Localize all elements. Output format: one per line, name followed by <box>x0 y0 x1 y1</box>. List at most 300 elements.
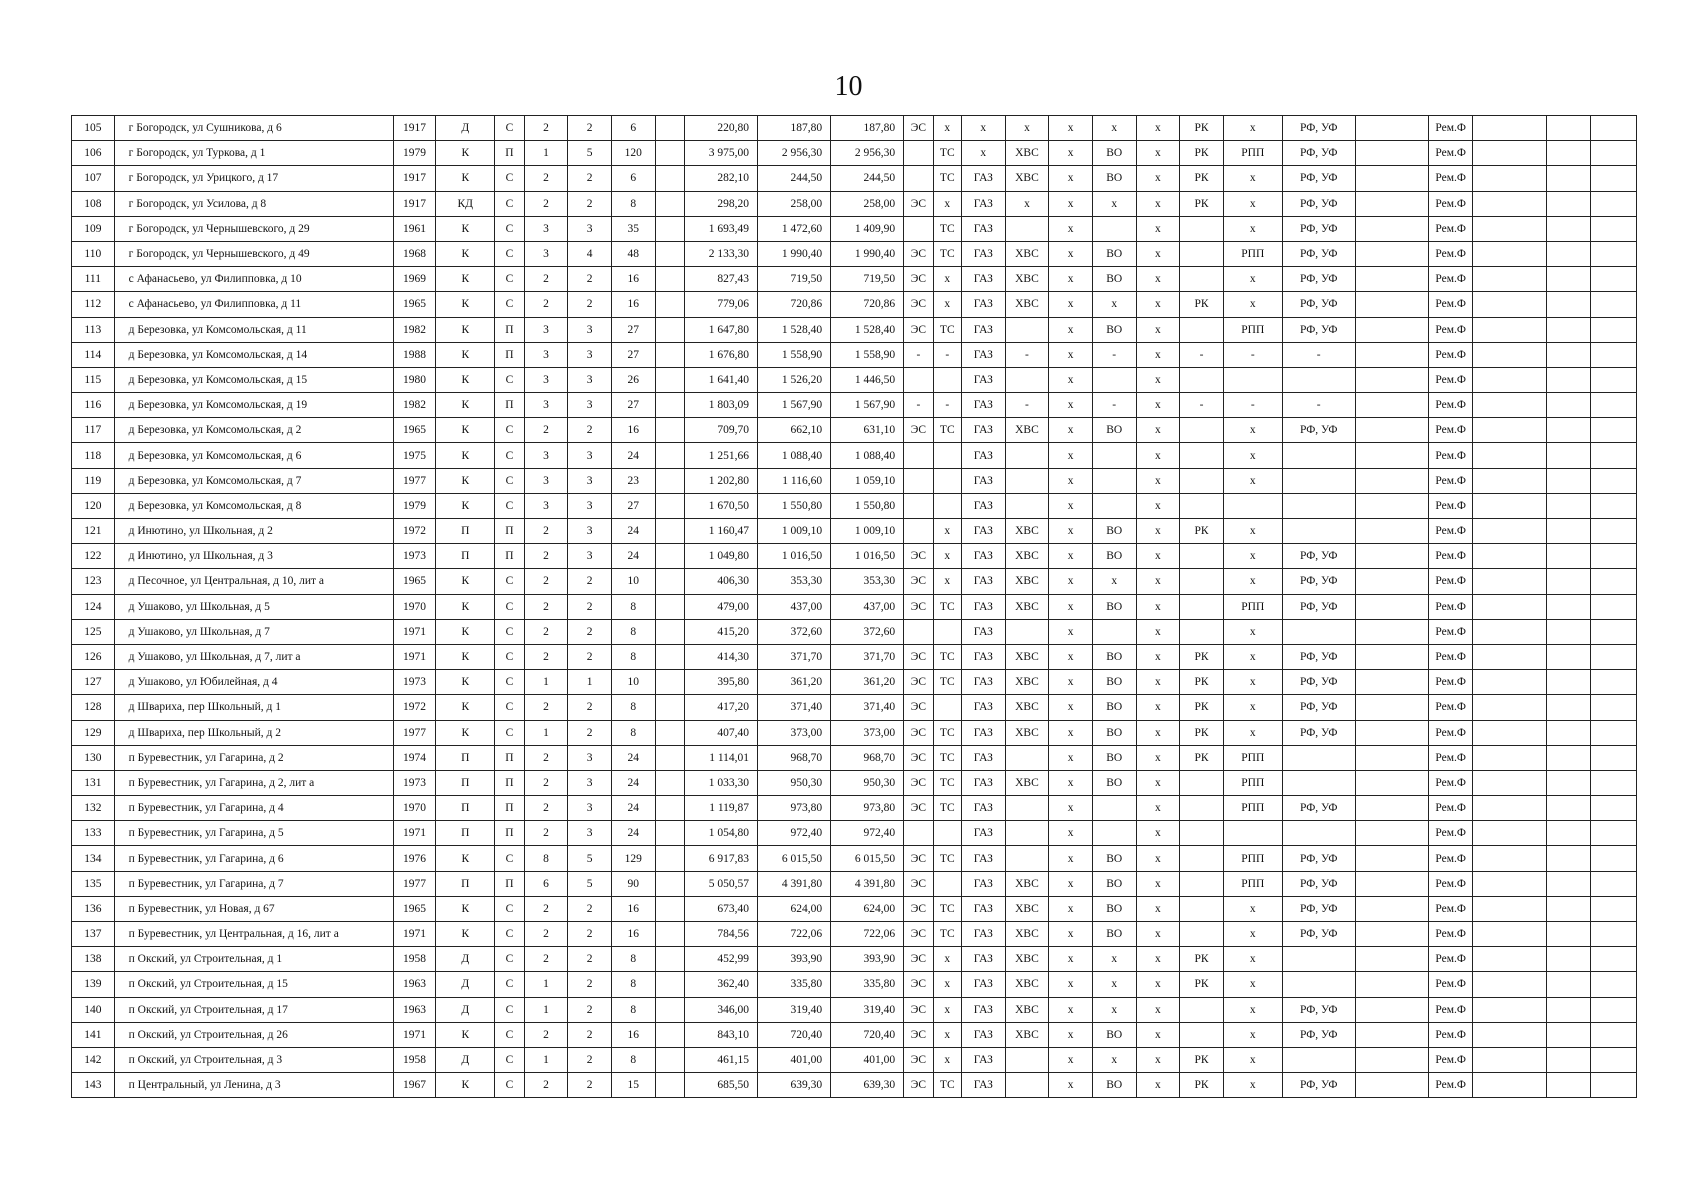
cell-power-supply: ЭС <box>904 796 933 821</box>
cell-cold-water <box>1005 745 1049 770</box>
cell-wall-material: К <box>436 418 495 443</box>
cell-repair-plan: РПП <box>1223 317 1282 342</box>
cell-blank-2 <box>1355 544 1428 569</box>
cell-repair-category <box>1180 871 1224 896</box>
cell-total-area: 673,40 <box>684 896 757 921</box>
cell-cold-water: ХВС <box>1005 594 1049 619</box>
cell-blank-1 <box>655 191 684 216</box>
cell-blank-3 <box>1473 317 1546 342</box>
cell-sewerage: х <box>1092 116 1136 141</box>
cell-blank-4 <box>1546 116 1591 141</box>
cell-gas: ГАЗ <box>961 997 1005 1022</box>
cell-sewerage: ВО <box>1092 519 1136 544</box>
cell-entrances: 2 <box>568 116 612 141</box>
cell-blank-2 <box>1355 443 1428 468</box>
cell-ventilation: х <box>1136 644 1180 669</box>
cell-year-built: 1968 <box>393 241 436 266</box>
cell-address: п Буревестник, ул Центральная, д 16, лит а <box>114 922 393 947</box>
cell-cold-water: ХВС <box>1005 896 1049 921</box>
cell-apartments: 120 <box>611 141 655 166</box>
cell-construction-type: П <box>495 745 524 770</box>
cell-address: п Окский, ул Строительная, д 1 <box>114 947 393 972</box>
cell-blank-2 <box>1355 216 1428 241</box>
cell-repair-plan: х <box>1223 116 1282 141</box>
cell-sewerage <box>1092 367 1136 392</box>
cell-wall-material: П <box>436 745 495 770</box>
cell-gas: х <box>961 116 1005 141</box>
cell-hot-water: х <box>1049 342 1093 367</box>
cell-row-number: 136 <box>72 896 115 921</box>
cell-entrances: 3 <box>568 821 612 846</box>
cell-total-area: 5 050,57 <box>684 871 757 896</box>
cell-blank-3 <box>1473 166 1546 191</box>
cell-construction-type: П <box>495 342 524 367</box>
cell-cold-water: ХВС <box>1005 418 1049 443</box>
cell-residential-area: 973,80 <box>758 796 831 821</box>
table-row <box>72 468 1637 493</box>
cell-wall-material: К <box>436 569 495 594</box>
cell-total-area: 1 251,66 <box>684 443 757 468</box>
cell-sewerage: ВО <box>1092 1022 1136 1047</box>
cell-private-area: 393,90 <box>831 947 904 972</box>
cell-fund-type: РФ, УФ <box>1282 317 1355 342</box>
cell-cold-water <box>1005 468 1049 493</box>
cell-fund-type: РФ, УФ <box>1282 594 1355 619</box>
cell-year-built: 1976 <box>393 846 436 871</box>
cell-blank-4 <box>1546 1047 1591 1072</box>
cell-blank-1 <box>655 544 684 569</box>
cell-blank-1 <box>655 695 684 720</box>
cell-year-built: 1958 <box>393 1047 436 1072</box>
cell-blank-3 <box>1473 191 1546 216</box>
cell-cold-water <box>1005 821 1049 846</box>
cell-blank-5 <box>1591 317 1637 342</box>
cell-apartments: 27 <box>611 317 655 342</box>
cell-gas: ГАЗ <box>961 241 1005 266</box>
cell-blank-2 <box>1355 317 1428 342</box>
cell-row-number: 129 <box>72 720 115 745</box>
cell-residential-area: 1 472,60 <box>758 216 831 241</box>
cell-floors: 3 <box>524 468 568 493</box>
cell-entrances: 5 <box>568 141 612 166</box>
cell-apartments: 8 <box>611 997 655 1022</box>
cell-private-area: 1 009,10 <box>831 519 904 544</box>
cell-repair-plan: РПП <box>1223 141 1282 166</box>
cell-blank-2 <box>1355 871 1428 896</box>
cell-apartments: 16 <box>611 292 655 317</box>
cell-fund-type: РФ, УФ <box>1282 191 1355 216</box>
cell-repair-category: РК <box>1180 1073 1224 1098</box>
cell-heating <box>933 871 961 896</box>
cell-apartments: 24 <box>611 796 655 821</box>
cell-row-number: 113 <box>72 317 115 342</box>
cell-blank-4 <box>1546 1073 1591 1098</box>
cell-cold-water <box>1005 1073 1049 1098</box>
cell-gas: ГАЗ <box>961 519 1005 544</box>
cell-gas: ГАЗ <box>961 1022 1005 1047</box>
cell-blank-2 <box>1355 493 1428 518</box>
cell-power-supply: ЭС <box>904 770 933 795</box>
cell-fund-note: Рем.Ф <box>1428 367 1473 392</box>
cell-repair-category <box>1180 569 1224 594</box>
cell-fund-type: РФ, УФ <box>1282 569 1355 594</box>
cell-repair-category: РК <box>1180 695 1224 720</box>
cell-fund-type <box>1282 619 1355 644</box>
cell-fund-note: Рем.Ф <box>1428 670 1473 695</box>
cell-repair-plan: х <box>1223 292 1282 317</box>
cell-heating: ТС <box>933 241 961 266</box>
cell-residential-area: 720,40 <box>758 1022 831 1047</box>
cell-total-area: 784,56 <box>684 922 757 947</box>
cell-residential-area: 319,40 <box>758 997 831 1022</box>
cell-blank-3 <box>1473 619 1546 644</box>
cell-repair-plan: х <box>1223 191 1282 216</box>
cell-sewerage: х <box>1092 972 1136 997</box>
cell-repair-plan: РПП <box>1223 871 1282 896</box>
cell-blank-3 <box>1473 1022 1546 1047</box>
cell-fund-note: Рем.Ф <box>1428 720 1473 745</box>
cell-ventilation: х <box>1136 393 1180 418</box>
cell-power-supply: ЭС <box>904 544 933 569</box>
cell-sewerage: ВО <box>1092 141 1136 166</box>
cell-repair-category: РК <box>1180 141 1224 166</box>
cell-blank-4 <box>1546 216 1591 241</box>
cell-year-built: 1965 <box>393 569 436 594</box>
cell-sewerage: ВО <box>1092 770 1136 795</box>
cell-repair-plan: х <box>1223 166 1282 191</box>
cell-power-supply: ЭС <box>904 922 933 947</box>
cell-sewerage: ВО <box>1092 241 1136 266</box>
cell-construction-type: С <box>495 166 524 191</box>
cell-row-number: 140 <box>72 997 115 1022</box>
cell-cold-water: - <box>1005 393 1049 418</box>
cell-row-number: 127 <box>72 670 115 695</box>
cell-construction-type: С <box>495 695 524 720</box>
cell-heating: х <box>933 972 961 997</box>
cell-floors: 2 <box>524 896 568 921</box>
cell-repair-plan <box>1223 367 1282 392</box>
cell-entrances: 2 <box>568 418 612 443</box>
cell-address: г Богородск, ул Туркова, д 1 <box>114 141 393 166</box>
cell-private-area: 1 558,90 <box>831 342 904 367</box>
cell-power-supply: ЭС <box>904 116 933 141</box>
cell-floors: 1 <box>524 997 568 1022</box>
cell-blank-4 <box>1546 796 1591 821</box>
cell-fund-type: - <box>1282 393 1355 418</box>
cell-cold-water: ХВС <box>1005 972 1049 997</box>
cell-blank-1 <box>655 493 684 518</box>
cell-blank-3 <box>1473 594 1546 619</box>
cell-ventilation: х <box>1136 846 1180 871</box>
cell-gas: ГАЗ <box>961 670 1005 695</box>
cell-construction-type: С <box>495 267 524 292</box>
cell-blank-2 <box>1355 116 1428 141</box>
cell-repair-plan: х <box>1223 216 1282 241</box>
cell-heating: х <box>933 544 961 569</box>
cell-power-supply <box>904 821 933 846</box>
cell-ventilation: х <box>1136 166 1180 191</box>
cell-heating: ТС <box>933 670 961 695</box>
cell-year-built: 1917 <box>393 191 436 216</box>
cell-year-built: 1970 <box>393 796 436 821</box>
cell-sewerage: х <box>1092 947 1136 972</box>
cell-hot-water: х <box>1049 116 1093 141</box>
cell-blank-2 <box>1355 519 1428 544</box>
cell-blank-4 <box>1546 871 1591 896</box>
cell-residential-area: 1 528,40 <box>758 317 831 342</box>
cell-repair-category: РК <box>1180 116 1224 141</box>
cell-blank-5 <box>1591 519 1637 544</box>
table-row <box>72 317 1637 342</box>
cell-fund-type <box>1282 367 1355 392</box>
cell-construction-type: П <box>495 821 524 846</box>
cell-address: п Буревестник, ул Гагарина, д 2, лит а <box>114 770 393 795</box>
cell-blank-2 <box>1355 367 1428 392</box>
cell-blank-5 <box>1591 1073 1637 1098</box>
cell-ventilation: х <box>1136 292 1180 317</box>
cell-blank-2 <box>1355 846 1428 871</box>
cell-cold-water: ХВС <box>1005 166 1049 191</box>
cell-repair-plan: х <box>1223 468 1282 493</box>
cell-blank-5 <box>1591 947 1637 972</box>
cell-ventilation: х <box>1136 770 1180 795</box>
cell-private-area: 950,30 <box>831 770 904 795</box>
cell-blank-5 <box>1591 821 1637 846</box>
cell-hot-water: х <box>1049 720 1093 745</box>
cell-wall-material: К <box>436 922 495 947</box>
cell-private-area: 1 446,50 <box>831 367 904 392</box>
cell-fund-note: Рем.Ф <box>1428 947 1473 972</box>
cell-residential-area: 950,30 <box>758 770 831 795</box>
cell-heating: х <box>933 191 961 216</box>
cell-construction-type: П <box>495 393 524 418</box>
cell-power-supply: ЭС <box>904 644 933 669</box>
cell-residential-area: 393,90 <box>758 947 831 972</box>
cell-repair-plan: РПП <box>1223 594 1282 619</box>
cell-construction-type: С <box>495 720 524 745</box>
cell-floors: 2 <box>524 544 568 569</box>
cell-total-area: 827,43 <box>684 267 757 292</box>
cell-blank-2 <box>1355 594 1428 619</box>
cell-ventilation: х <box>1136 896 1180 921</box>
cell-fund-note: Рем.Ф <box>1428 896 1473 921</box>
table-row <box>72 770 1637 795</box>
cell-blank-4 <box>1546 519 1591 544</box>
cell-wall-material: П <box>436 796 495 821</box>
cell-fund-note: Рем.Ф <box>1428 1047 1473 1072</box>
cell-blank-4 <box>1546 922 1591 947</box>
cell-gas: ГАЗ <box>961 947 1005 972</box>
cell-fund-type: РФ, УФ <box>1282 670 1355 695</box>
cell-blank-1 <box>655 947 684 972</box>
cell-repair-plan: РПП <box>1223 846 1282 871</box>
cell-total-area: 1 803,09 <box>684 393 757 418</box>
cell-construction-type: С <box>495 997 524 1022</box>
cell-repair-plan: х <box>1223 896 1282 921</box>
cell-blank-4 <box>1546 1022 1591 1047</box>
cell-address: д Березовка, ул Комсомольская, д 19 <box>114 393 393 418</box>
cell-total-area: 414,30 <box>684 644 757 669</box>
cell-blank-2 <box>1355 997 1428 1022</box>
cell-blank-1 <box>655 871 684 896</box>
cell-blank-4 <box>1546 594 1591 619</box>
cell-total-area: 479,00 <box>684 594 757 619</box>
cell-entrances: 2 <box>568 1073 612 1098</box>
cell-blank-4 <box>1546 393 1591 418</box>
cell-power-supply: ЭС <box>904 241 933 266</box>
cell-power-supply: - <box>904 342 933 367</box>
cell-blank-5 <box>1591 116 1637 141</box>
cell-repair-category: РК <box>1180 166 1224 191</box>
table-row <box>72 569 1637 594</box>
cell-total-area: 1 160,47 <box>684 519 757 544</box>
cell-sewerage: ВО <box>1092 166 1136 191</box>
cell-blank-2 <box>1355 644 1428 669</box>
cell-cold-water: ХВС <box>1005 871 1049 896</box>
cell-blank-2 <box>1355 619 1428 644</box>
cell-apartments: 27 <box>611 393 655 418</box>
cell-row-number: 105 <box>72 116 115 141</box>
cell-entrances: 2 <box>568 619 612 644</box>
cell-apartments: 8 <box>611 191 655 216</box>
cell-fund-type: РФ, УФ <box>1282 116 1355 141</box>
cell-heating: х <box>933 519 961 544</box>
cell-fund-note: Рем.Ф <box>1428 770 1473 795</box>
cell-cold-water: ХВС <box>1005 519 1049 544</box>
cell-heating: ТС <box>933 720 961 745</box>
cell-power-supply: ЭС <box>904 720 933 745</box>
cell-heating: ТС <box>933 216 961 241</box>
cell-power-supply: ЭС <box>904 670 933 695</box>
cell-fund-note: Рем.Ф <box>1428 342 1473 367</box>
cell-power-supply: ЭС <box>904 997 933 1022</box>
cell-blank-3 <box>1473 871 1546 896</box>
table-row <box>72 745 1637 770</box>
cell-residential-area: 373,00 <box>758 720 831 745</box>
cell-fund-type: РФ, УФ <box>1282 1022 1355 1047</box>
cell-construction-type: С <box>495 619 524 644</box>
cell-address: г Богородск, ул Урицкого, д 17 <box>114 166 393 191</box>
cell-repair-plan: х <box>1223 947 1282 972</box>
cell-fund-note: Рем.Ф <box>1428 644 1473 669</box>
cell-heating: ТС <box>933 594 961 619</box>
cell-hot-water: х <box>1049 216 1093 241</box>
cell-blank-1 <box>655 1022 684 1047</box>
cell-row-number: 109 <box>72 216 115 241</box>
cell-construction-type: С <box>495 896 524 921</box>
cell-floors: 2 <box>524 267 568 292</box>
cell-blank-2 <box>1355 191 1428 216</box>
cell-hot-water: х <box>1049 896 1093 921</box>
cell-blank-2 <box>1355 1047 1428 1072</box>
cell-floors: 1 <box>524 670 568 695</box>
cell-power-supply: ЭС <box>904 695 933 720</box>
cell-gas: ГАЗ <box>961 896 1005 921</box>
table-row <box>72 947 1637 972</box>
cell-address: п Окский, ул Строительная, д 26 <box>114 1022 393 1047</box>
cell-total-area: 1 202,80 <box>684 468 757 493</box>
cell-blank-4 <box>1546 493 1591 518</box>
cell-fund-note: Рем.Ф <box>1428 619 1473 644</box>
cell-heating: ТС <box>933 317 961 342</box>
cell-ventilation: х <box>1136 619 1180 644</box>
cell-sewerage: ВО <box>1092 644 1136 669</box>
cell-wall-material: Д <box>436 116 495 141</box>
cell-private-area: 244,50 <box>831 166 904 191</box>
cell-blank-5 <box>1591 896 1637 921</box>
cell-row-number: 119 <box>72 468 115 493</box>
cell-entrances: 2 <box>568 267 612 292</box>
cell-entrances: 1 <box>568 670 612 695</box>
cell-apartments: 24 <box>611 519 655 544</box>
cell-residential-area: 1 990,40 <box>758 241 831 266</box>
cell-entrances: 2 <box>568 166 612 191</box>
cell-fund-note: Рем.Ф <box>1428 594 1473 619</box>
cell-fund-type: РФ, УФ <box>1282 216 1355 241</box>
cell-address: п Окский, ул Строительная, д 17 <box>114 997 393 1022</box>
cell-blank-4 <box>1546 644 1591 669</box>
cell-blank-1 <box>655 720 684 745</box>
cell-total-area: 1 676,80 <box>684 342 757 367</box>
cell-apartments: 16 <box>611 418 655 443</box>
cell-apartments: 16 <box>611 1022 655 1047</box>
cell-residential-area: 1 009,10 <box>758 519 831 544</box>
cell-gas: ГАЗ <box>961 191 1005 216</box>
cell-wall-material: К <box>436 896 495 921</box>
cell-blank-2 <box>1355 745 1428 770</box>
cell-wall-material: К <box>436 619 495 644</box>
cell-gas: ГАЗ <box>961 1047 1005 1072</box>
cell-repair-plan: х <box>1223 544 1282 569</box>
cell-gas: х <box>961 141 1005 166</box>
cell-construction-type: С <box>495 1022 524 1047</box>
cell-wall-material: К <box>436 141 495 166</box>
cell-fund-note: Рем.Ф <box>1428 418 1473 443</box>
cell-repair-plan: - <box>1223 393 1282 418</box>
cell-ventilation: х <box>1136 972 1180 997</box>
cell-hot-water: х <box>1049 292 1093 317</box>
cell-hot-water: х <box>1049 418 1093 443</box>
cell-blank-1 <box>655 619 684 644</box>
cell-year-built: 1965 <box>393 292 436 317</box>
cell-blank-4 <box>1546 191 1591 216</box>
cell-year-built: 1988 <box>393 342 436 367</box>
cell-entrances: 2 <box>568 191 612 216</box>
cell-ventilation: х <box>1136 367 1180 392</box>
cell-blank-2 <box>1355 1022 1428 1047</box>
cell-repair-plan: х <box>1223 418 1282 443</box>
cell-year-built: 1963 <box>393 972 436 997</box>
cell-total-area: 461,15 <box>684 1047 757 1072</box>
cell-private-area: 1 550,80 <box>831 493 904 518</box>
cell-wall-material: Д <box>436 1047 495 1072</box>
cell-apartments: 129 <box>611 846 655 871</box>
cell-gas: ГАЗ <box>961 695 1005 720</box>
cell-repair-plan: х <box>1223 670 1282 695</box>
cell-apartments: 90 <box>611 871 655 896</box>
cell-fund-note: Рем.Ф <box>1428 796 1473 821</box>
cell-row-number: 107 <box>72 166 115 191</box>
cell-blank-3 <box>1473 720 1546 745</box>
cell-apartments: 26 <box>611 367 655 392</box>
cell-total-area: 2 133,30 <box>684 241 757 266</box>
cell-ventilation: х <box>1136 1073 1180 1098</box>
cell-blank-4 <box>1546 569 1591 594</box>
table-row <box>72 241 1637 266</box>
cell-blank-3 <box>1473 644 1546 669</box>
table-row <box>72 871 1637 896</box>
cell-power-supply <box>904 443 933 468</box>
